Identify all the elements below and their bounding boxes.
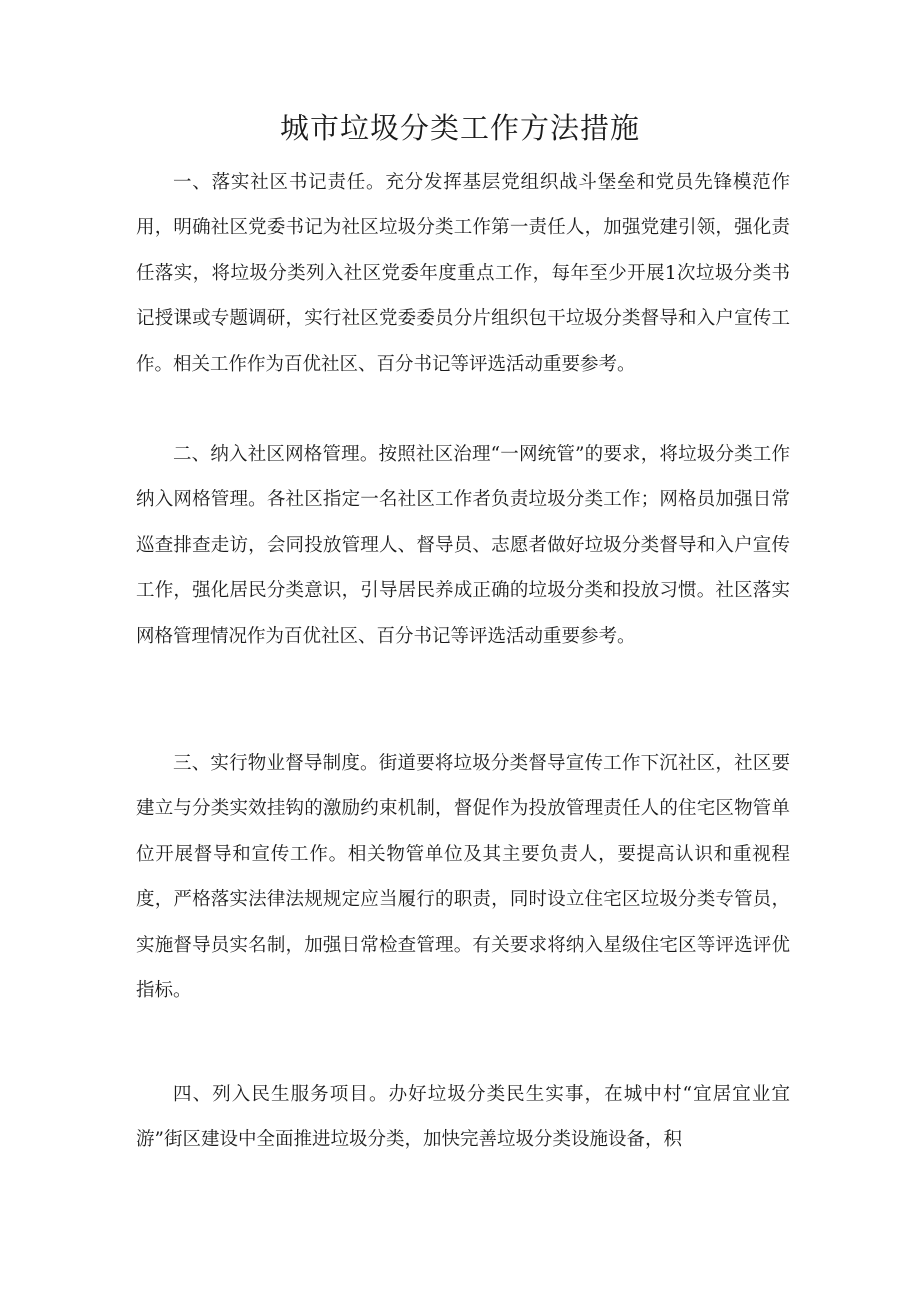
document-title: 城市垃圾分类工作方法措施 — [279, 111, 640, 145]
paragraph-3: 三、实行物业督导制度。街道要将垃圾分类督导宣传工作下沉社区，社区要建立与分类实效挂钩的激励约束机制，督促作为投放管理责任人的住宅区物管单位开展督导和宣传工作。相关物管单位及其主要负责人，要提高认识和重视程度，严格落实法律法规规定应当履行的职责，同时设立住宅区垃圾分类专管员，实施督导员实名制，加强日常检查管理。有关要求将纳入星级住宅区等评选评优指标。 — [136, 753, 790, 1002]
paragraph-4: 四、列入民生服务项目。办好垃圾分类民生实事，在城中村“宜居宜业宜游”街区建设中全面推进垃圾分类，加快完善垃圾分类设施设备，积 — [136, 1084, 790, 1151]
paragraph-1: 一、落实社区书记责任。充分发挥基层党组织战斗堡垒和党员先锋模范作用，明确社区党委书记为社区垃圾分类工作第一责任人，加强党建引领，强化责任落实，将垃圾分类列入社区党委年度重点工作，每年至少开展1次垃圾分类书记授课或专题调研，实行社区党委委员分片组织包干垃圾分类督导和入户宣传工作。相关工作作为百优社区、百分书记等评选活动重要参考。 — [136, 172, 790, 375]
paragraph-2: 二、纳入社区网格管理。按照社区治理“一网统管”的要求，将垃圾分类工作纳入网格管理。各社区指定一名社区工作者负责垃圾分类工作；网格员加强日常巡查排查走访，会同投放管理人、督导员、志愿者做好垃圾分类督导和入户宣传工作，强化居民分类意识，引导居民养成正确的垃圾分类和投放习惯。社区落实网格管理情况作为百优社区、百分书记等评选活动重要参考。 — [136, 444, 790, 647]
